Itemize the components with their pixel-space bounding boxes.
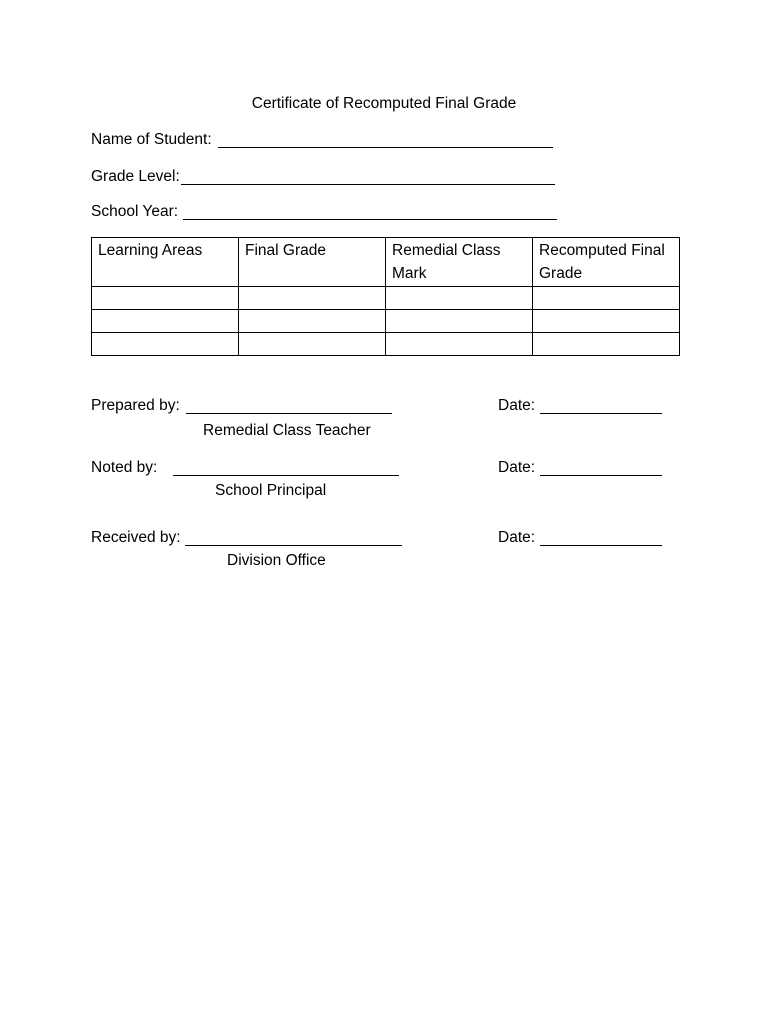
student-name-row <box>91 130 553 150</box>
prepared-by-role: Remedial Class Teacher <box>203 422 371 439</box>
grades-table <box>91 237 680 356</box>
received-by-blank[interactable] <box>185 529 402 546</box>
noted-date-label: Date: <box>498 459 536 476</box>
prepared-date-label: Date: <box>498 397 536 414</box>
student-name-blank[interactable] <box>218 131 553 148</box>
school-year-label: School Year: <box>91 203 179 220</box>
table-cell[interactable] <box>239 287 386 310</box>
table-cell[interactable] <box>386 310 533 333</box>
prepared-by-label: Prepared by: <box>91 397 180 414</box>
table-cell[interactable] <box>533 310 680 333</box>
received-by-label: Received by: <box>91 529 181 546</box>
header-final-grade: Final Grade <box>239 238 386 287</box>
prepared-date-blank[interactable] <box>540 397 662 414</box>
table-cell[interactable] <box>92 287 239 310</box>
table-cell[interactable] <box>386 287 533 310</box>
noted-by-role: School Principal <box>215 482 327 499</box>
header-learning-areas: Learning Areas <box>92 238 239 287</box>
table-cell[interactable] <box>533 287 680 310</box>
table-cell[interactable] <box>239 310 386 333</box>
table-row <box>92 333 680 356</box>
received-by-role: Division Office <box>227 552 326 569</box>
received-date-label: Date: <box>498 529 536 546</box>
header-recomputed-final-grade: Recomputed Final Grade <box>533 238 680 287</box>
prepared-by-blank[interactable] <box>186 397 392 414</box>
table-cell[interactable] <box>92 333 239 356</box>
table-cell[interactable] <box>533 333 680 356</box>
document-title: Certificate of Recomputed Final Grade <box>251 95 517 112</box>
grade-level-label: Grade Level: <box>91 168 180 185</box>
table-header-row <box>92 238 680 287</box>
grade-level-row <box>91 167 555 187</box>
school-year-blank[interactable] <box>183 203 557 220</box>
student-name-label: Name of Student: <box>91 131 212 148</box>
table-row <box>92 310 680 333</box>
noted-by-blank[interactable] <box>173 459 399 476</box>
noted-date-blank[interactable] <box>540 459 662 476</box>
header-remedial-class-mark: Remedial Class Mark <box>386 238 533 287</box>
grade-level-blank[interactable] <box>181 168 555 185</box>
table-cell[interactable] <box>386 333 533 356</box>
school-year-row <box>91 202 557 222</box>
table-cell[interactable] <box>239 333 386 356</box>
table-cell[interactable] <box>92 310 239 333</box>
received-date-blank[interactable] <box>540 529 662 546</box>
noted-by-label: Noted by: <box>91 459 158 476</box>
table-row <box>92 287 680 310</box>
